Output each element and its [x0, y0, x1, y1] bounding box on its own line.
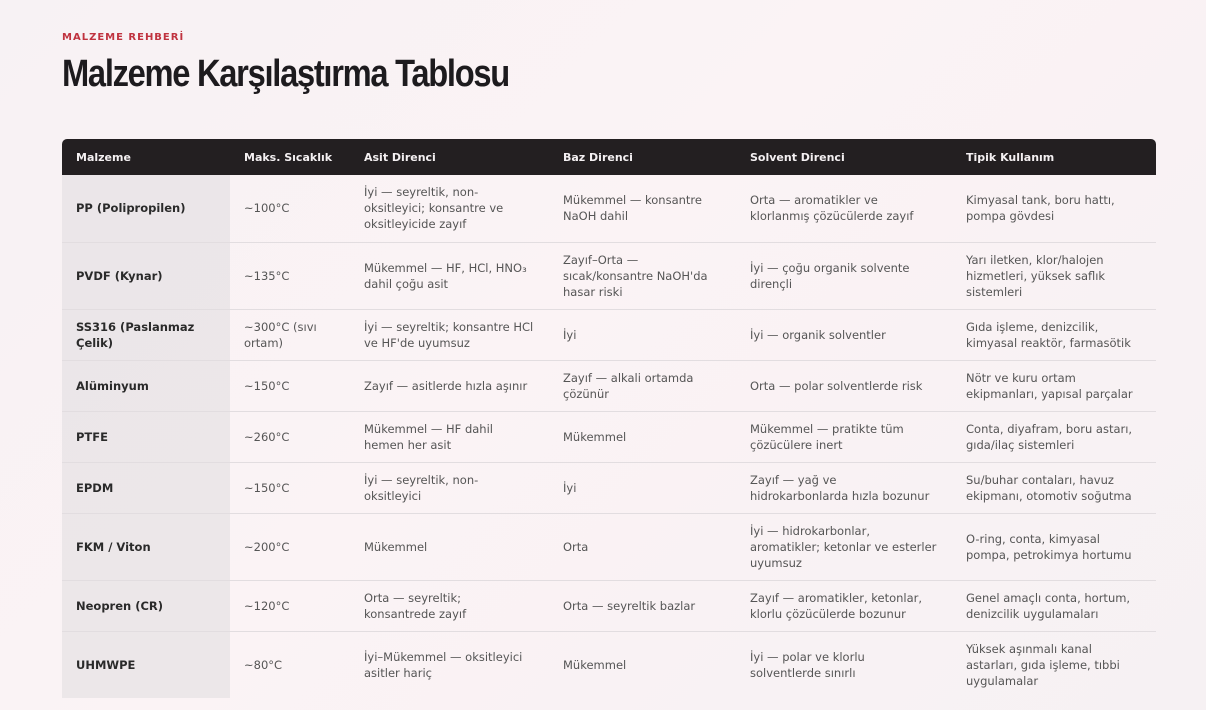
- table-header: [62, 139, 1156, 175]
- base-resistance-cell: Mükemmel: [549, 411, 736, 462]
- page-title: Malzeme Karşılaştırma Tablosu: [62, 53, 509, 95]
- eyebrow-label: MALZEME REHBERİ: [62, 32, 185, 43]
- header-acid-resistance: Asit Direnci: [364, 150, 436, 164]
- table-row: [62, 411, 1156, 462]
- acid-resistance-cell: Mükemmel — HF dahil hemen her asit: [350, 411, 549, 462]
- max-temp-cell: ~260°C: [230, 411, 350, 462]
- solvent-resistance-cell: İyi — çoğu organik solvente dirençli: [736, 242, 952, 309]
- typical-use-cell: Yarı iletken, klor/halojen hizmetleri, yüksek saflık sistemleri: [952, 242, 1156, 309]
- table-row: [62, 462, 1156, 513]
- material-cell: Neopren (CR): [62, 580, 230, 631]
- header-row: [62, 139, 1156, 175]
- table-row: [62, 242, 1156, 309]
- header-typical-use: Tipik Kullanım: [966, 150, 1055, 164]
- typical-use-cell: Yüksek aşınmalı kanal astarları, gıda işleme, tıbbi uygulamalar: [966, 641, 1120, 688]
- base-resistance-cell: Zayıf–Orta — sıcak/konsantre NaOH'da hasar riski: [549, 242, 736, 309]
- comparison-table-container: [62, 139, 1156, 698]
- material-cell: FKM / Viton: [62, 513, 230, 580]
- comparison-table: [62, 139, 1156, 698]
- typical-use-cell: O-ring, conta, kimyasal pompa, petrokimya hortumu: [952, 513, 1156, 580]
- material-cell: PP (Polipropilen): [62, 175, 230, 242]
- material-cell: EPDM: [62, 462, 230, 513]
- table-row: [62, 631, 1156, 698]
- base-resistance-cell: Orta — seyreltik bazlar: [549, 580, 736, 631]
- base-resistance-cell: İyi: [549, 462, 736, 513]
- material-cell: PVDF (Kynar): [62, 242, 230, 309]
- acid-resistance-cell: İyi — seyreltik, non-oksitleyici; konsantre ve oksitleyicide zayıf: [350, 175, 549, 242]
- header-max-temp: Maks. Sıcaklık: [244, 150, 333, 164]
- table-row: [62, 580, 1156, 631]
- material-cell: UHMWPE: [62, 631, 230, 698]
- table-row: [62, 309, 1156, 360]
- typical-use-cell: Kimyasal tank, boru hattı, pompa gövdesi: [952, 175, 1156, 242]
- acid-resistance-cell: Orta — seyreltik; konsantrede zayıf: [350, 580, 549, 631]
- max-temp-cell: ~100°C: [230, 175, 350, 242]
- typical-use-cell: Nötr ve kuru ortam ekipmanları, yapısal parçalar: [952, 360, 1156, 411]
- max-temp-cell: ~150°C: [230, 462, 350, 513]
- acid-resistance-cell: Mükemmel: [350, 513, 549, 580]
- table-row: [62, 360, 1156, 411]
- base-resistance-cell: İyi: [549, 309, 736, 360]
- solvent-resistance-cell: Orta — polar solventlerde risk: [736, 360, 952, 411]
- material-cell: Alüminyum: [62, 360, 230, 411]
- acid-resistance-cell: İyi — seyreltik, non-oksitleyici: [350, 462, 549, 513]
- solvent-resistance-cell: Mükemmel — pratikte tüm çözücülere inert: [736, 411, 952, 462]
- header-base-resistance: Baz Direnci: [563, 150, 633, 164]
- typical-use-cell: Gıda işleme, denizcilik, kimyasal reaktör, farmasötik: [952, 309, 1156, 360]
- max-temp-cell: ~80°C: [244, 657, 283, 672]
- acid-resistance-cell: İyi — seyreltik; konsantre HCl ve HF'de uyumsuz: [350, 309, 549, 360]
- table-row: [62, 513, 1156, 580]
- acid-resistance-cell: İyi–Mükemmel — oksitleyici asitler hariç: [364, 649, 523, 680]
- header-material: Malzeme: [76, 150, 131, 164]
- solvent-resistance-cell: İyi — polar ve klorlu solventlerde sınırlı: [750, 649, 865, 680]
- solvent-resistance-cell: İyi — organik solventler: [736, 309, 952, 360]
- material-cell: PTFE: [62, 411, 230, 462]
- base-resistance-cell: Orta: [549, 513, 736, 580]
- acid-resistance-cell: Zayıf — asitlerde hızla aşınır: [350, 360, 549, 411]
- solvent-resistance-cell: Zayıf — yağ ve hidrokarbonlarda hızla bozunur: [736, 462, 952, 513]
- header-solvent-resistance: Solvent Direnci: [750, 150, 845, 164]
- base-resistance-cell: Zayıf — alkali ortamda çözünür: [549, 360, 736, 411]
- solvent-resistance-cell: İyi — hidrokarbonlar, aromatikler; ketonlar ve esterler uyumsuz: [736, 513, 952, 580]
- max-temp-cell: ~150°C: [230, 360, 350, 411]
- max-temp-cell: ~135°C: [230, 242, 350, 309]
- acid-resistance-cell: Mükemmel — HF, HCl, HNO₃ dahil çoğu asit: [350, 242, 549, 309]
- base-resistance-cell: Mükemmel: [563, 657, 627, 672]
- max-temp-cell: ~200°C: [230, 513, 350, 580]
- solvent-resistance-cell: Orta — aromatikler ve klorlanmış çözücülerde zayıf: [736, 175, 952, 242]
- typical-use-cell: Conta, diyafram, boru astarı, gıda/ilaç sistemleri: [952, 411, 1156, 462]
- max-temp-cell: ~120°C: [230, 580, 350, 631]
- typical-use-cell: Genel amaçlı conta, hortum, denizcilik uygulamaları: [952, 580, 1156, 631]
- base-resistance-cell: Mükemmel — konsantre NaOH dahil: [549, 175, 736, 242]
- typical-use-cell: Su/buhar contaları, havuz ekipmanı, otomotiv soğutma: [952, 462, 1156, 513]
- max-temp-cell: ~300°C (sıvı ortam): [230, 309, 350, 360]
- table-row: [62, 175, 1156, 242]
- solvent-resistance-cell: Zayıf — aromatikler, ketonlar, klorlu çözücülerde bozunur: [736, 580, 952, 631]
- table-body: [62, 175, 1156, 698]
- material-cell: SS316 (Paslanmaz Çelik): [62, 309, 230, 360]
